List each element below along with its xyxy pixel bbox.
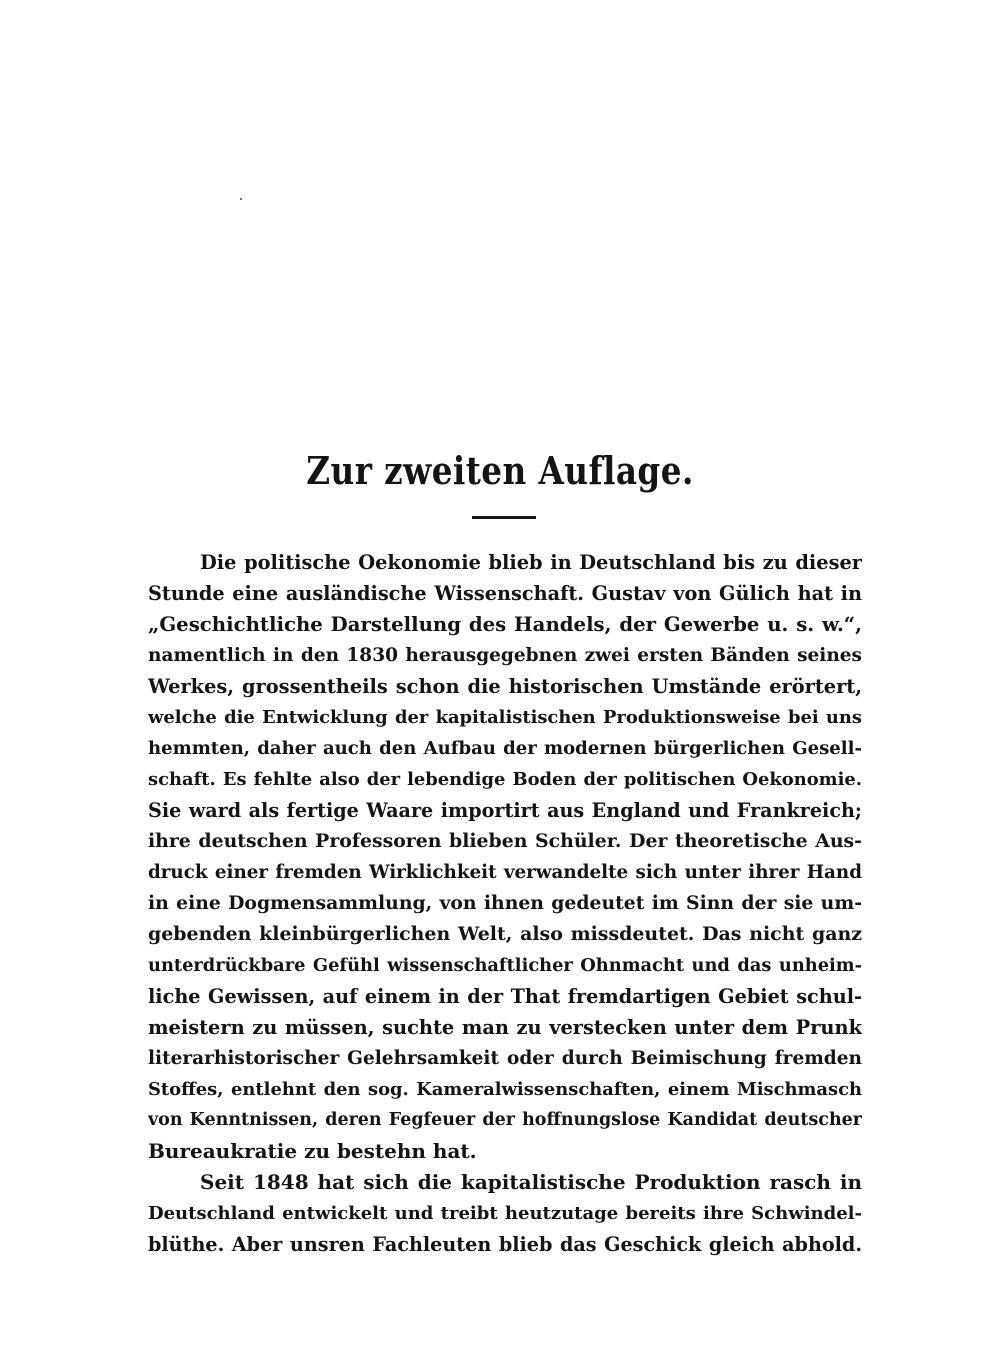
page-title: Zur zweiten Auflage.	[306, 448, 694, 493]
scan-speck	[240, 198, 242, 200]
text-line: Stunde eine ausländische Wissenschaft. Gustav von Gülich hat in	[148, 582, 862, 605]
text-line: Stoffes, entlehnt den sog. Kameralwissenschaften, einem Mischmasch	[148, 1079, 862, 1100]
text-line: hemmten, daher auch den Aufbau der modernen bürgerlichen Gesell-	[148, 738, 862, 759]
text-line: Seit 1848 hat sich die kapitalistische Produktion rasch in	[200, 1170, 862, 1194]
title-divider	[472, 516, 536, 519]
text-line: unterdrückbare Gefühl wissenschaftlicher Ohnmacht und das unheim-	[148, 955, 862, 976]
body-text	[148, 547, 862, 1260]
text-line: schaft. Es fehlte also der lebendige Boden der politischen Oekonomie.	[148, 769, 862, 790]
text-line: Die politische Oekonomie blieb in Deutschland bis zu dieser	[200, 551, 862, 574]
text-line: druck einer fremden Wirklichkeit verwandelte sich unter ihrer Hand	[148, 862, 862, 883]
text-line: Sie ward als fertige Waare importirt aus England und Frankreich;	[148, 799, 862, 822]
text-line: ihre deutschen Professoren blieben Schüler. Der theoretische Aus-	[148, 830, 862, 852]
text-line: welche die Entwicklung der kapitalistischen Produktionsweise bei uns	[148, 707, 862, 728]
text-line: „Geschichtliche Darstellung des Handels, der Gewerbe u. s. w.“,	[148, 612, 862, 636]
text-line: namentlich in den 1830 herausgegebnen zwei ersten Bänden seines	[148, 645, 862, 666]
text-line: meistern zu müssen, suchte man zu verstecken unter dem Prunk	[148, 1016, 862, 1039]
text-line: gebenden kleinbürgerlichen Welt, also missdeutet. Das nicht ganz	[148, 923, 862, 945]
text-line: liche Gewissen, auf einem in der That fremdartigen Gebiet schul-	[148, 985, 862, 1008]
text-line: blüthe. Aber unsren Fachleuten blieb das Geschick gleich abhold.	[148, 1233, 862, 1256]
text-line: literarhistorischer Gelehrsamkeit oder durch Beimischung fremden	[148, 1048, 862, 1069]
text-line: Bureaukratie zu bestehn hat.	[148, 1139, 477, 1163]
text-line: Deutschland entwickelt und treibt heutzutage bereits ihre Schwindel-	[148, 1203, 862, 1224]
text-line: Werkes, grossentheils schon die historischen Umstände erörtert,	[148, 675, 862, 698]
text-line: in eine Dogmensammlung, von ihnen gedeutet im Sinn der sie um-	[148, 892, 862, 914]
text-line: von Kenntnissen, deren Fegfeuer der hoffnungslose Kandidat deutscher	[148, 1110, 862, 1130]
